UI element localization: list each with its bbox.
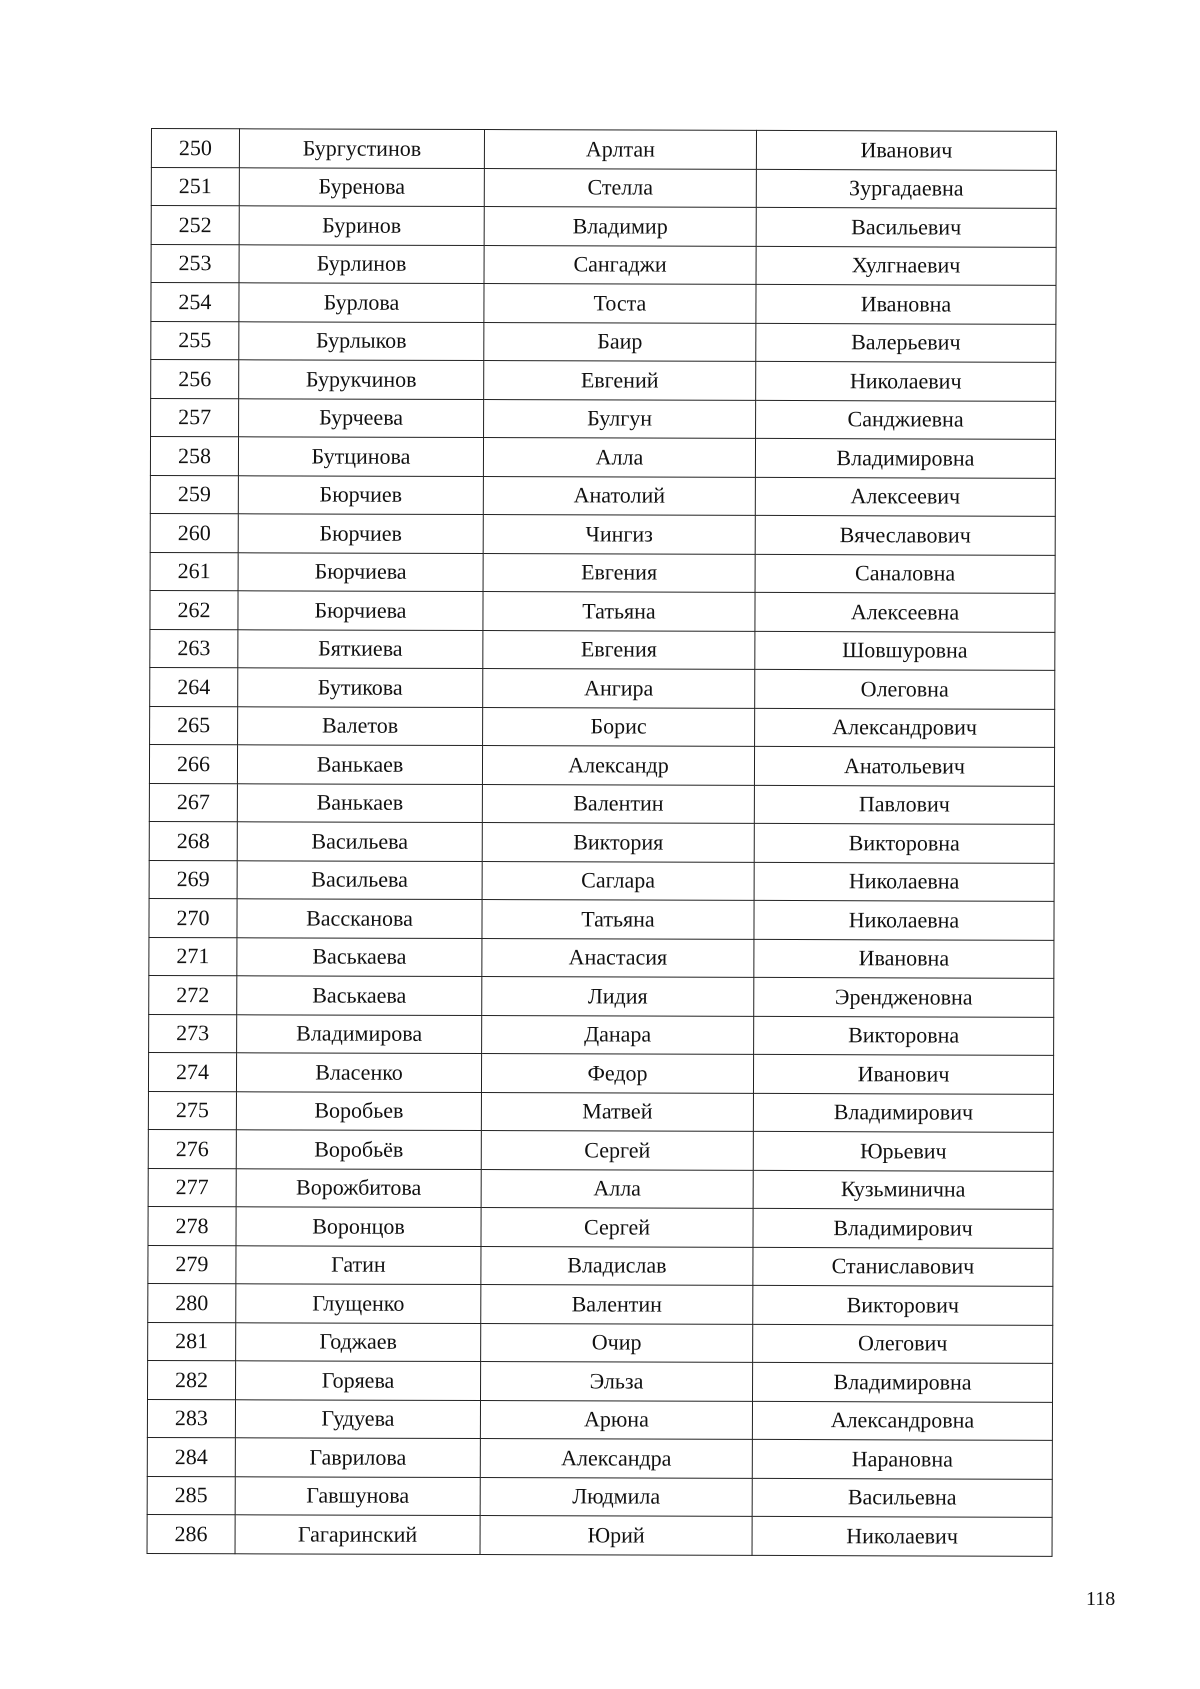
patronymic-cell: Александровна — [752, 1401, 1052, 1440]
first-name-cell: Валентин — [482, 784, 754, 823]
row-number-cell: 252 — [151, 206, 239, 245]
last-name-cell: Гавшунова — [235, 1476, 480, 1515]
table-row — [151, 244, 1056, 285]
row-number-cell: 266 — [149, 744, 237, 783]
last-name-cell: Воробьев — [236, 1091, 481, 1130]
first-name-cell: Стелла — [484, 168, 756, 207]
first-name-cell: Баир — [484, 322, 756, 361]
names-table-body — [147, 129, 1056, 1556]
patronymic-cell: Ивановна — [756, 284, 1056, 323]
row-number-cell: 261 — [150, 552, 238, 591]
last-name-cell: Гагаринский — [235, 1515, 480, 1554]
table-row — [150, 629, 1055, 670]
table-row — [151, 360, 1056, 401]
row-number-cell: 267 — [149, 783, 237, 822]
table-row — [149, 860, 1054, 901]
last-name-cell: Бяткиева — [238, 629, 483, 668]
patronymic-cell: Алексеевич — [755, 477, 1055, 516]
first-name-cell: Евгения — [483, 553, 755, 592]
first-name-cell: Виктория — [482, 823, 754, 862]
patronymic-cell: Саналовна — [755, 554, 1055, 593]
page-number: 118 — [1086, 1588, 1116, 1610]
last-name-cell: Васькаева — [237, 976, 482, 1015]
first-name-cell: Евгений — [484, 361, 756, 400]
table-row — [147, 1437, 1052, 1478]
first-name-cell: Анастасия — [482, 938, 754, 977]
first-name-cell: Сангаджи — [484, 245, 756, 284]
row-number-cell: 257 — [151, 398, 239, 437]
last-name-cell: Гаврилова — [235, 1438, 480, 1477]
last-name-cell: Вассканова — [237, 899, 482, 938]
first-name-cell: Татьяна — [483, 592, 755, 631]
patronymic-cell: Зургадаевна — [756, 169, 1056, 208]
last-name-cell: Ворожбитова — [236, 1168, 481, 1207]
patronymic-cell: Николаевич — [752, 1516, 1052, 1555]
last-name-cell: Васильева — [237, 822, 482, 861]
table-row — [148, 1091, 1053, 1132]
last-name-cell: Буренова — [239, 167, 484, 206]
table-row — [149, 1014, 1054, 1055]
last-name-cell: Ванькаев — [237, 783, 482, 822]
first-name-cell: Валентин — [481, 1285, 753, 1324]
table-row — [148, 1283, 1053, 1324]
row-number-cell: 269 — [149, 860, 237, 899]
first-name-cell: Сергей — [481, 1131, 753, 1170]
last-name-cell: Буринов — [239, 206, 484, 245]
patronymic-cell: Валерьевич — [756, 323, 1056, 362]
row-number-cell: 251 — [151, 167, 239, 206]
table-row — [150, 552, 1055, 593]
table-row — [150, 475, 1055, 516]
row-number-cell: 278 — [148, 1206, 236, 1245]
patronymic-cell: Олегович — [753, 1324, 1053, 1363]
table-row — [149, 937, 1054, 978]
table-row — [151, 321, 1056, 362]
patronymic-cell: Хулгнаевич — [756, 246, 1056, 285]
first-name-cell: Анатолий — [483, 476, 755, 515]
row-number-cell: 280 — [148, 1283, 236, 1322]
patronymic-cell: Владимирович — [753, 1208, 1053, 1247]
first-name-cell: Владимир — [484, 207, 756, 246]
first-name-cell: Александр — [482, 746, 754, 785]
table-row — [147, 1514, 1052, 1555]
last-name-cell: Бутикова — [238, 668, 483, 707]
row-number-cell: 253 — [151, 244, 239, 283]
row-number-cell: 286 — [147, 1514, 235, 1553]
patronymic-cell: Николаевна — [754, 862, 1054, 901]
row-number-cell: 283 — [147, 1399, 235, 1438]
first-name-cell: Сергей — [481, 1208, 753, 1247]
last-name-cell: Глущенко — [236, 1284, 481, 1323]
table-row — [149, 744, 1054, 785]
table-row — [151, 398, 1056, 439]
last-name-cell: Бюрчиев — [238, 475, 483, 514]
patronymic-cell: Кузьминична — [753, 1170, 1053, 1209]
first-name-cell: Лидия — [482, 977, 754, 1016]
last-name-cell: Власенко — [236, 1053, 481, 1092]
table-row — [147, 1476, 1052, 1517]
first-name-cell: Федор — [481, 1054, 753, 1093]
last-name-cell: Бюрчиева — [238, 591, 483, 630]
row-number-cell: 268 — [149, 821, 237, 860]
first-name-cell: Арлтан — [484, 130, 756, 169]
last-name-cell: Бурчеева — [239, 398, 484, 437]
row-number-cell: 279 — [148, 1245, 236, 1284]
row-number-cell: 262 — [150, 590, 238, 629]
patronymic-cell: Вячеславович — [755, 515, 1055, 554]
patronymic-cell: Николаевна — [754, 900, 1054, 939]
row-number-cell: 271 — [149, 937, 237, 976]
patronymic-cell: Анатольевич — [754, 746, 1054, 785]
first-name-cell: Татьяна — [482, 900, 754, 939]
last-name-cell: Бурукчинов — [239, 360, 484, 399]
table-row — [148, 1129, 1053, 1170]
row-number-cell: 255 — [151, 321, 239, 360]
first-name-cell: Алла — [483, 438, 755, 477]
last-name-cell: Васькаева — [237, 937, 482, 976]
row-number-cell: 275 — [148, 1091, 236, 1130]
table-row — [149, 783, 1054, 824]
table-row — [150, 437, 1055, 478]
patronymic-cell: Викторовна — [754, 1016, 1054, 1055]
patronymic-cell: Николаевич — [756, 361, 1056, 400]
table-row — [148, 1052, 1053, 1093]
first-name-cell: Очир — [481, 1323, 753, 1362]
last-name-cell: Бургустинов — [239, 129, 484, 168]
row-number-cell: 285 — [147, 1476, 235, 1515]
last-name-cell: Гатин — [236, 1245, 481, 1284]
names-table — [147, 128, 1057, 1556]
last-name-cell: Гудуева — [235, 1399, 480, 1438]
table-row — [148, 1322, 1053, 1363]
row-number-cell: 284 — [147, 1437, 235, 1476]
patronymic-cell: Иванович — [756, 130, 1056, 169]
patronymic-cell: Олеговна — [755, 669, 1055, 708]
table-row — [151, 167, 1056, 208]
row-number-cell: 250 — [151, 129, 239, 168]
patronymic-cell: Александрович — [755, 708, 1055, 747]
row-number-cell: 270 — [149, 898, 237, 937]
table-row — [148, 1168, 1053, 1209]
row-number-cell: 265 — [150, 706, 238, 745]
first-name-cell: Евгения — [483, 630, 755, 669]
last-name-cell: Васильева — [237, 860, 482, 899]
table-row — [149, 975, 1054, 1016]
row-number-cell: 260 — [150, 513, 238, 552]
first-name-cell: Арюна — [480, 1400, 752, 1439]
last-name-cell: Бюрчиев — [238, 514, 483, 553]
table-row — [149, 898, 1054, 939]
patronymic-cell: Юрьевич — [753, 1131, 1053, 1170]
last-name-cell: Бутцинова — [238, 437, 483, 476]
first-name-cell: Тоста — [484, 284, 756, 323]
last-name-cell: Горяева — [236, 1361, 481, 1400]
last-name-cell: Воронцов — [236, 1207, 481, 1246]
patronymic-cell: Алексеевна — [755, 592, 1055, 631]
patronymic-cell: Иванович — [753, 1054, 1053, 1093]
row-number-cell: 264 — [150, 667, 238, 706]
table-row — [148, 1360, 1053, 1401]
first-name-cell: Борис — [483, 707, 755, 746]
row-number-cell: 272 — [149, 975, 237, 1014]
row-number-cell: 254 — [151, 283, 239, 322]
last-name-cell: Бурлинов — [239, 244, 484, 283]
last-name-cell: Годжаев — [236, 1322, 481, 1361]
first-name-cell: Саглара — [482, 861, 754, 900]
patronymic-cell: Владимирович — [753, 1093, 1053, 1132]
patronymic-cell: Шовшуровна — [755, 631, 1055, 670]
row-number-cell: 263 — [150, 629, 238, 668]
first-name-cell: Эльза — [481, 1362, 753, 1401]
patronymic-cell: Павлович — [754, 785, 1054, 824]
table-row — [150, 513, 1055, 554]
table-row — [148, 1206, 1053, 1247]
last-name-cell: Владимирова — [237, 1014, 482, 1053]
first-name-cell: Юрий — [480, 1516, 752, 1555]
last-name-cell: Ванькаев — [237, 745, 482, 784]
patronymic-cell: Викторович — [753, 1285, 1053, 1324]
last-name-cell: Бюрчиева — [238, 552, 483, 591]
table-row — [151, 129, 1056, 170]
table-row — [150, 667, 1055, 708]
patronymic-cell: Нарановна — [752, 1439, 1052, 1478]
row-number-cell: 274 — [148, 1052, 236, 1091]
first-name-cell: Людмила — [480, 1477, 752, 1516]
last-name-cell: Валетов — [238, 706, 483, 745]
table-row — [150, 706, 1055, 747]
row-number-cell: 277 — [148, 1168, 236, 1207]
row-number-cell: 276 — [148, 1129, 236, 1168]
patronymic-cell: Санджиевна — [756, 400, 1056, 439]
patronymic-cell: Ивановна — [754, 939, 1054, 978]
first-name-cell: Ангира — [483, 669, 755, 708]
first-name-cell: Чингиз — [483, 515, 755, 554]
row-number-cell: 282 — [148, 1360, 236, 1399]
first-name-cell: Булгун — [484, 399, 756, 438]
first-name-cell: Александра — [480, 1439, 752, 1478]
row-number-cell: 256 — [151, 360, 239, 399]
last-name-cell: Бурлыков — [239, 321, 484, 360]
patronymic-cell: Владимировна — [753, 1362, 1053, 1401]
row-number-cell: 273 — [149, 1014, 237, 1053]
patronymic-cell: Эрендженовна — [754, 977, 1054, 1016]
patronymic-cell: Станиславович — [753, 1247, 1053, 1286]
patronymic-cell: Викторовна — [754, 823, 1054, 862]
table-row — [150, 590, 1055, 631]
row-number-cell: 258 — [150, 437, 238, 476]
last-name-cell: Бурлова — [239, 283, 484, 322]
patronymic-cell: Васильевна — [752, 1478, 1052, 1517]
table-row — [148, 1245, 1053, 1286]
table-row — [151, 206, 1056, 247]
row-number-cell: 259 — [150, 475, 238, 514]
table-row — [147, 1399, 1052, 1440]
first-name-cell: Алла — [481, 1169, 753, 1208]
table-row — [149, 821, 1054, 862]
first-name-cell: Владислав — [481, 1246, 753, 1285]
first-name-cell: Матвей — [481, 1092, 753, 1131]
last-name-cell: Воробьёв — [236, 1130, 481, 1169]
row-number-cell: 281 — [148, 1322, 236, 1361]
first-name-cell: Данара — [482, 1015, 754, 1054]
table-row — [151, 283, 1056, 324]
patronymic-cell: Васильевич — [756, 207, 1056, 246]
patronymic-cell: Владимировна — [755, 438, 1055, 477]
